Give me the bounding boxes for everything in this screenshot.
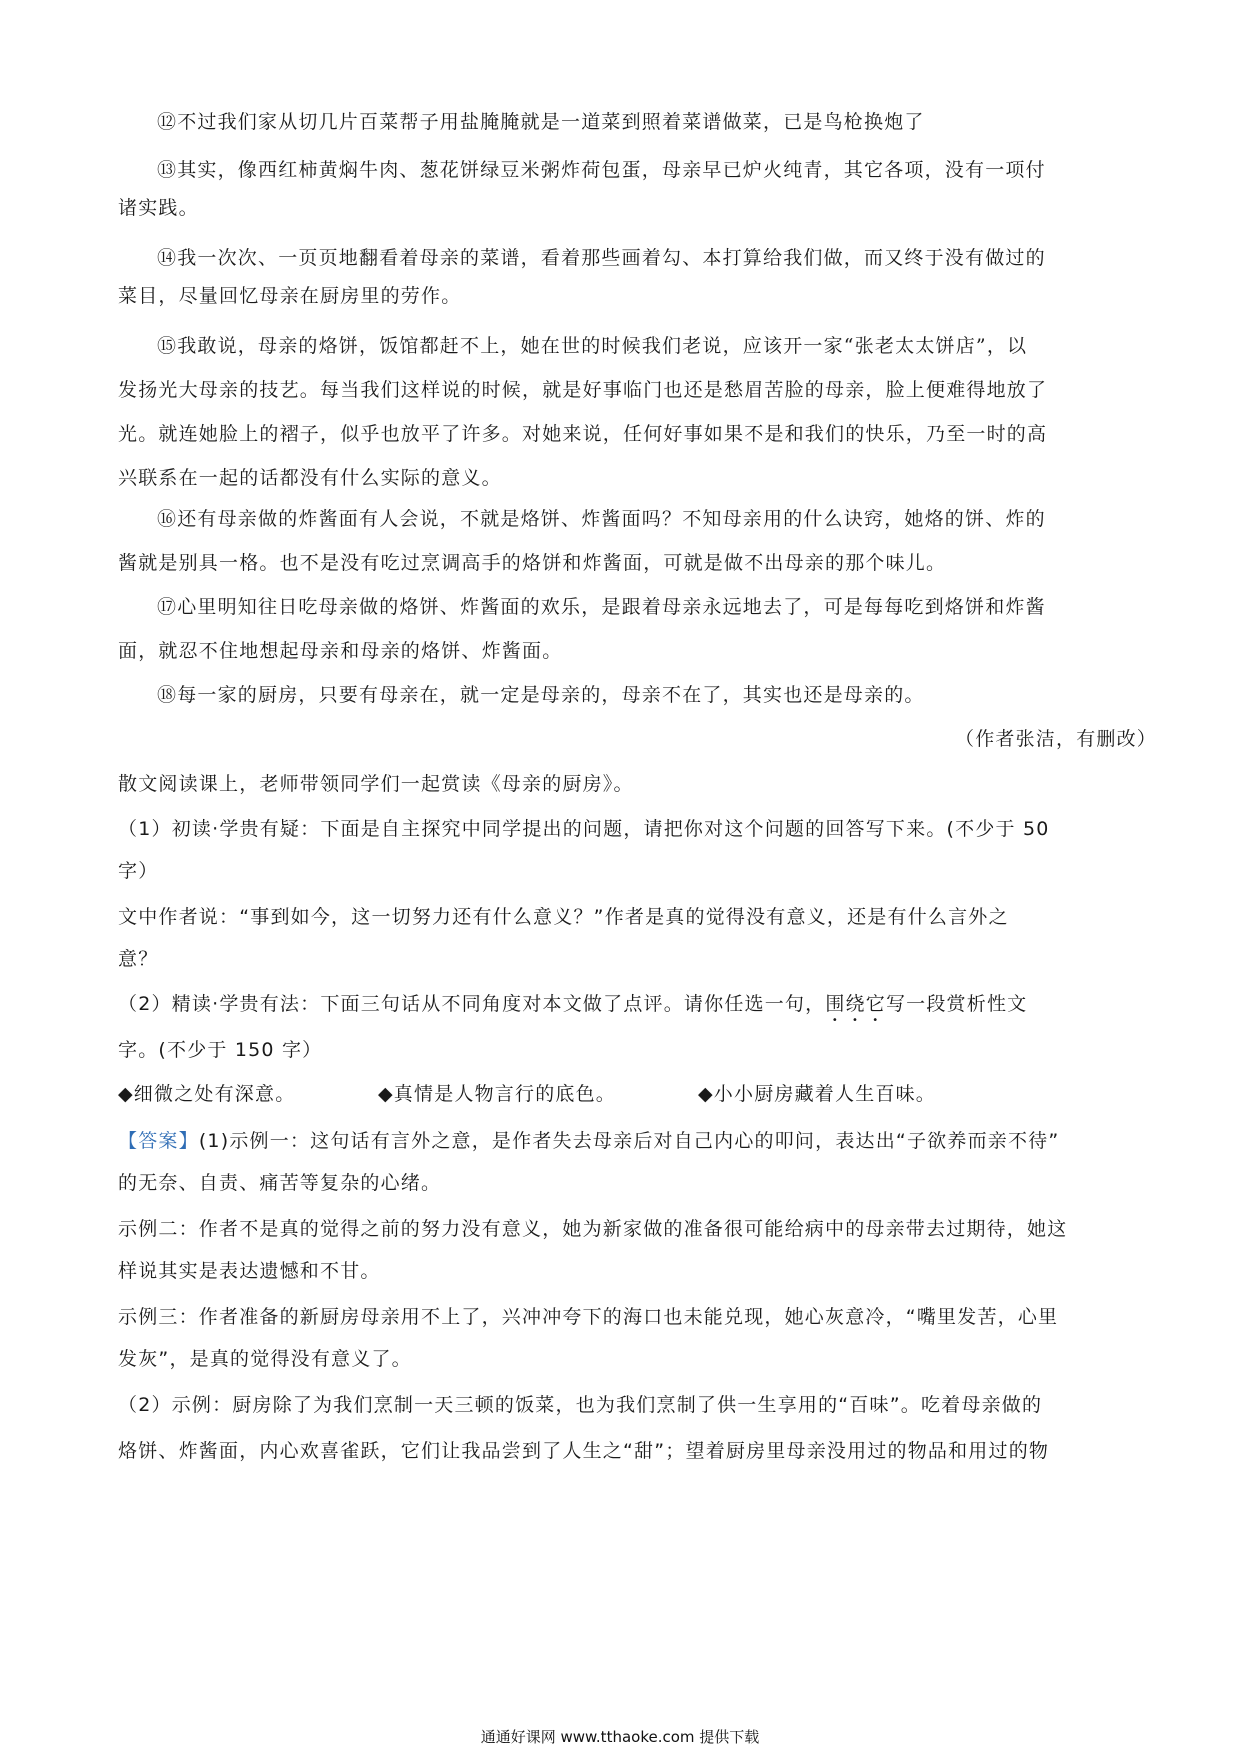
question-text: （2）精读·学贵有法：下面三句话从不同角度对本文做了点评。请你任选一句， <box>118 993 826 1015</box>
paragraph-line: ⑱每一家的厨房，只要有母亲在，就一定是母亲的，母亲不在了，其实也还是母亲的。 <box>157 684 925 706</box>
answer-line: 样说其实是表达遗憾和不甘。 <box>118 1260 381 1282</box>
answer-line: 发灰”，是真的觉得没有意义了。 <box>118 1348 412 1370</box>
answer-line <box>118 1117 1059 1165</box>
answer-tag: 【答案】 <box>118 1130 199 1152</box>
paragraph-line: 兴联系在一起的话都没有什么实际的意义。 <box>118 467 502 489</box>
answer-line: 示例二：作者不是真的觉得之前的努力没有意义，她为新家做的准备很可能给病中的母亲带去过期待，她这 <box>118 1218 1068 1240</box>
page-footer: 通通好课网 www.tthaoke.com 提供下载 <box>480 1728 760 1746</box>
question-line: （1）初读·学贵有疑：下面是自主探究中同学提出的问题，请把你对这个问题的回答写下来。(不少于 50 <box>118 818 1050 840</box>
paragraph-line: 光。就连她脸上的褶子，似乎也放平了许多。对她来说，任何好事如果不是和我们的快乐，乃至一时的高 <box>118 423 1048 445</box>
paragraph-line: 菜目，尽量回忆母亲在厨房里的劳作。 <box>118 285 462 307</box>
paragraph-line: ⑯还有母亲做的炸酱面有人会说，不就是烙饼、炸酱面吗？不知母亲用的什么诀窍，她烙的饼、炸的 <box>157 508 1046 530</box>
intro-line: 散文阅读课上，老师带领同学们一起赏读《母亲的厨房》。 <box>118 773 634 795</box>
answer-line: 示例三：作者准备的新厨房母亲用不上了，兴冲冲夸下的海口也未能兑现，她心灰意冷，“嘴里发苦，心里 <box>118 1306 1059 1328</box>
paragraph-line: ⑰心里明知往日吃母亲做的烙饼、炸酱面的欢乐，是跟着母亲永远地去了，可是每每吃到烙饼和炸酱 <box>157 596 1046 618</box>
author-note: （作者张洁，有删改） <box>955 728 1158 750</box>
question-text: 写一段赏析性文 <box>885 993 1028 1015</box>
question-line: 文中作者说：“事到如今，这一切努力还有什么意义？”作者是真的觉得没有意义，还是有什么言外之 <box>118 906 1009 928</box>
paragraph-line: 诸实践。 <box>118 197 199 219</box>
paragraph-line: ⑬其实，像西红柿黄焖牛肉、葱花饼绿豆米粥炸荷包蛋，母亲早已炉火纯青，其它各项，没有一项付 <box>157 159 1046 181</box>
question-line: 意？ <box>118 948 159 970</box>
paragraph-line: 酱就是别具一格。也不是没有吃过烹调高手的烙饼和炸酱面，可就是做不出母亲的那个味儿。 <box>118 552 947 574</box>
option-3: ◆小小厨房藏着人生百味。 <box>698 1083 937 1105</box>
answer-line: 的无奈、自责、痛苦等复杂的心绪。 <box>118 1172 442 1194</box>
paragraph-line: 发扬光大母亲的技艺。每当我们这样说的时候，就是好事临门也还是愁眉苦脸的母亲，脸上便难得地放了 <box>118 379 1048 401</box>
question-line: 字。(不少于 150 字） <box>118 1039 323 1061</box>
answer-text: (1)示例一：这句话有言外之意，是作者失去母亲后对自己内心的叩问，表达出“子欲养而亲不待” <box>198 1130 1060 1152</box>
paragraph-line: ⑮我敢说，母亲的烙饼，饭馆都赶不上，她在世的时候我们老说，应该开一家“张老太太饼店”，以 <box>157 335 1028 357</box>
paragraph-line: ⑫不过我们家从切几片百菜帮子用盐腌腌就是一道菜到照着菜谱做菜，已是鸟枪换炮了 <box>157 111 925 133</box>
question-line: 字） <box>118 860 159 882</box>
emphasized-text: 围绕它 <box>825 993 886 1015</box>
paragraph-line: ⑭我一次次、一页页地翻看着母亲的菜谱，看着那些画着勾、本打算给我们做，而又终于没有做过的 <box>157 247 1046 269</box>
option-2: ◆真情是人物言行的底色。 <box>378 1083 617 1105</box>
answer-line: （2）示例：厨房除了为我们烹制一天三顿的饭菜，也为我们烹制了供一生享用的“百味”。吃着母亲做的 <box>118 1394 1043 1416</box>
question-line <box>118 980 1027 1028</box>
paragraph-line: 面，就忍不住地想起母亲和母亲的烙饼、炸酱面。 <box>118 640 563 662</box>
option-1: ◆细微之处有深意。 <box>118 1083 296 1105</box>
answer-line: 烙饼、炸酱面，内心欢喜雀跃，它们让我品尝到了人生之“甜”；望着厨房里母亲没用过的物品和用过的物 <box>118 1440 1050 1462</box>
